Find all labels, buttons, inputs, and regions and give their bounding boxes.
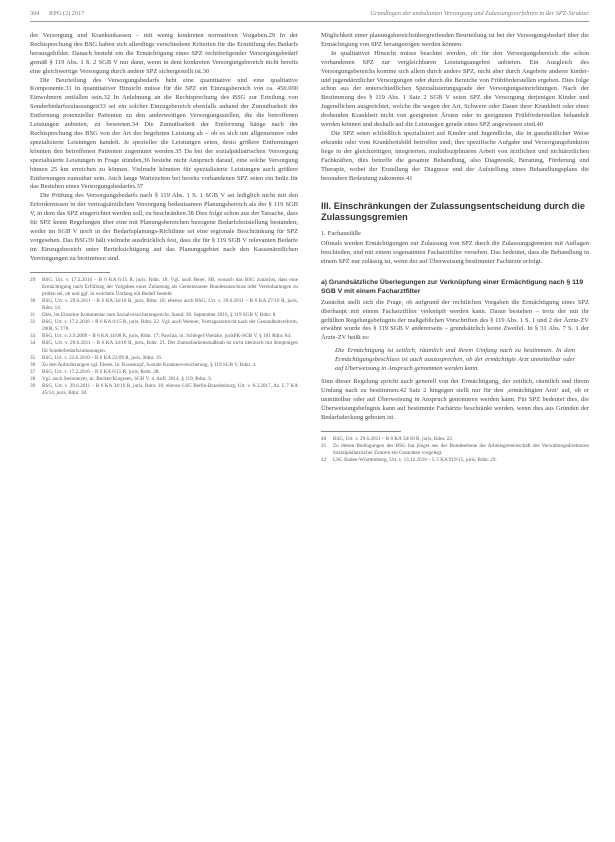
sub-heading: 1. Fachausfälle xyxy=(321,230,361,238)
footnote-text: BSG, Urt. v. 29.6.2011 – B 6 KA 34/10 R, juris, Rdnr. 22. xyxy=(333,435,454,442)
footnote xyxy=(321,457,589,464)
footnote xyxy=(30,298,298,312)
footnote xyxy=(30,340,298,354)
footnote-separator xyxy=(30,272,110,273)
footnote-text: Zu diesen Bedingungen des BSG hat jüngst aus der Bundesebene die Arbeitsgemeinschaft der Verwaltungsdirektoren Sozialpädiatrischer Zentren ein Gutachten vorgelegt. xyxy=(333,442,589,456)
footnote-number: 42 xyxy=(321,456,327,463)
footnote-text: BSG, Urt. v. 29.6.2011 – B 6 KA 34/10 R, juris, Rdnr. 18; ebenso auch BSG, Urt. v. 29.6.2011 – B 6 KA 27/10 R, juris, Rdnr. 14. xyxy=(42,297,298,311)
footnote xyxy=(30,319,298,333)
footnote-number: 31 xyxy=(30,312,36,319)
footnote-text: Dies, im Einzelne Kommentar zum Sozialversicherungsrecht, Stand: 30. September 2016, § 119 SGB V, Rdnr. 8. xyxy=(42,312,277,319)
subsection-heading: a) Grundsätzliche Überlegungen zur Verknüpfung einer Ermächtigung nach § 119 SGB V mit einem Facharztfilter xyxy=(321,279,584,295)
footnote-number: 30 xyxy=(30,297,36,304)
footnote-text: Zu den Anforderungen vgl. Ebsen, in: Krauskopf, Soziale Krankenversicherung, § 119 SGB V, Rdnr. 4. xyxy=(42,361,257,368)
header-left xyxy=(30,10,92,18)
footnote-text: BSG, Urt. v. 17.2.2016 – B 6 KA 6/15 R, juris, Rdnr. 28. xyxy=(42,368,160,375)
journal-issue: RPG (2) 2017 xyxy=(49,10,85,17)
running-title: Grundlagen der ambulanten Versorgung und Zulassungsverfahren in der SPZ-Struktur xyxy=(370,10,589,17)
footnote-list xyxy=(321,436,589,464)
footnote-text: BSG, Urt. v. 2.9.2009 – B 6 KA 34/08 R, juris, Rdnr. 17; Pawlita, in: Schlegel/Voelzke, jurisPK-SGB V, § 101 Rdnr. 84. xyxy=(42,333,292,340)
footnote-separator xyxy=(321,431,401,432)
block-quote: Die Ermächtigung ist zeitlich, räumlich und ihrem Umfang nach zu bestimmen. In dem Ermächtigungsbeschluss ist auch auszusprechen, ob der ermächtigte Arzt unmittelbar oder auf Überweisung in Anspruch genommen werden kann. xyxy=(335,347,575,373)
footnote xyxy=(30,277,298,298)
body-paragraph: Oftmals werden Ermächtigungen zur Zulassung von SPZ durch die Zulassungsgremien mit Auflagen beschieden, und mit einem sogenannten Facharztfilter versehen. Das bedeutet, dass die Behandlung in einem SPZ nur zulässig ist, wenn der auf Überweisung bestimmter Fachärzte erfolgt. xyxy=(321,240,589,266)
footnote-number: 38 xyxy=(30,375,36,382)
page-number: 304 xyxy=(30,10,40,17)
footnote-number: 39 xyxy=(30,382,36,389)
footnote xyxy=(30,355,298,362)
footnote-number: 29 xyxy=(30,276,36,283)
footnote-number: 32 xyxy=(30,319,36,326)
footnote-text: LSG Baden-Württemberg, Urt. v. 13.12.2016 – L 5 KA 919/15, juris, Rdnr. 29. xyxy=(333,456,497,463)
footnote xyxy=(30,376,298,383)
body-paragraph: Die SPZ seien schließlich spezialisiert auf Kinder und Jugendliche, die in ganzheitlicher Weise erkrankt oder vom Krankheitsbild betroffen sind; ihre spezifische Aufgabe und Versorgungsfunktion liege in der gleichzeitigen, integrierten, multidisziplinären Arbeit von ärztlichen und nichtärztlichen Fachkräften, dies betreffe die gesamte Behandlung, also Diagnostik, Beratung, Förderung und Therapie, wobei der Erstellung der Diagnose und der Aufstellung eines Behandlungsplans die besondere Bedeutung zukomme.41 xyxy=(321,129,589,182)
footnote-number: 41 xyxy=(321,442,327,449)
footnote-number: 34 xyxy=(30,340,36,347)
two-column-layout xyxy=(30,32,589,464)
footnote-text: BSG, Urt. v. 23.6.2010 – B 6 KA 22/09 R, juris, Rdnr. 16. xyxy=(42,354,163,361)
body-paragraph: Zunächst stellt sich die Frage, ob aufgrund der rechtlichen Vorgaben die Ermächtigung eines SPZ überhaupt mit einem Facharztfilter verknüpft werden kann. Daran bestehen – trotz der mit ihr gefüllten Regelungsbefugnis der maßgeblichen Vorschriften des § 119 Abs. 1 S. 1 und 2 der Ärzte-ZV erwähnt wurde des § 119 SGB V andererseits – grundsätzlich keine Zweifel. In § 31 Abs. 7 S. 1 der Ärzte-ZV heißt es: xyxy=(321,298,589,342)
footnote xyxy=(30,369,298,376)
footnote-text: BSG, Urt. v. 17.2.2016 – B 6 KA 6/15 R, juris, Rdnr. 22. Vgl. auch Wenner, Vertragsarztrecht nach der Gesundheitsreform, 2008, S. 178. xyxy=(42,319,298,333)
footnote-text: BSG, Urt. v. 29.6.2011 – B 6 KA 34/10 R, juris, Rdnr. 21. Der Zumutbarkeitsmaßstab ist nicht identisch mit demjenigen für Sonderbedarfszulassungen. xyxy=(42,340,298,354)
footnote-number: 40 xyxy=(321,435,327,442)
body-paragraph: Sinn dieser Regelung spricht auch generell von der Ermächtigung, der zeitlich, räumlich und ihrem Umfang nach zu bestimmen.42 Satz 2 hingegen stellt nur für den ‚ermächtigten Arzt‘ auf, ob er unmittelbar oder auf Überweisung in Anspruch genommen werden kann. Für SPZ bedeutet dies, die Überweisungsbefugnis kann auf bestimmte Fachärzte beschränkt werden, wenn dies aus Gründen der Bedarfsdeckung geboten ist. xyxy=(321,377,589,421)
section-heading: III. Einschränkungen der Zulassungsentscheidung durch die Zulassungsgremien xyxy=(321,201,585,223)
footnote xyxy=(30,362,298,369)
page-header xyxy=(30,10,589,22)
footnote-number: 33 xyxy=(30,333,36,340)
footnote xyxy=(321,443,589,457)
footnote xyxy=(30,383,298,397)
footnote xyxy=(321,436,589,443)
left-column xyxy=(30,32,298,464)
body-paragraph: Möglichkeit einer planungsbereichsübergreifenden Beurteilung ist bei der Versorgungsbedarf über die Ermächtigung von SPZ herangezogen werden können. xyxy=(321,32,589,48)
body-paragraph: der Versorgung und Krankenkassen – mit wenig konkreten normativen Vorgaben.29 In der Rechtsprechung des BSG haben sich allerdings verschiedene Kriterien für die Ermittlung des Bedarfs herausgebildet. Danach besteht ein die Ermächtigung eines SPZ rechtfertigender Versorgungsbedarf gemäß § 119 Abs. 1 S. 2 SGB V nur dann, wenn in dem konkreten Versorgungsbereich nicht bereits eine gleichwertige Versorgung durch andere SPZ sichergestellt ist.30 xyxy=(30,32,298,75)
body-paragraph: In qualitativer Hinsicht müsse beachtet werden, ob für den Versorgungsbereich die schon vorhandenen SPZ zur vergleichbaren Leistungsangebot anbieten. Ein Ausgleich des Versorgungsbereichs komme sich allein durch andere SPZ, nicht aber durch Angebote anderer kinder- und jugendärztlicher Versorgungen oder durch die Bereiche von Frühförderstellen ergeben. Dies folge schon aus der unterschiedlichen Spezialisierungsgrade der Versorgungseinrichtungen. Nach der Bestimmung des § 119 Abs. 1 Satz 2 SGB V seien SPZ die Versorgung derjenigen Kinder und Jugendlichen ausgerichtet, welche die wegen der Art, Schwere oder Dauer ihrer Krankheit oder einer drohenden Krankheit nicht von geeigneten Ärzten oder in geeigneten Frühförderstellen behandelt werden können und deshalb auf die Leistungen gerade eines SPZ angewiesen sind.40 xyxy=(321,49,589,129)
footnote-list xyxy=(30,277,298,398)
footnote-text: BSG, Urt. v. 29.6.2011 – B 6 KA 34/10 R, juris, Rdnr. 16; ebenso LSG Berlin-Brandenburg, Urt. v. 8.3.2017, Az. L 7 KA 45/14, juris, Rdnr. 30. xyxy=(42,382,298,397)
footnote-text: BSG, Urt. v. 17.2.2016 – B 6 KA 6/15 R, juris, Rdnr. 18. Vgl. auch Beier, SB, wonach das BSG zunächst, dass eine Ermächtigung nach Erfüllung der Vorgaben einer Zulassung als Gemeinsamer Bundesausschuss oder Vereinbarungen zu prüfen sei, ob und ggf. in welchem Umfang ein Bedarf besteht. xyxy=(42,276,298,297)
body-paragraph: Die Prüfung des Versorgungsbedarfs nach § 119 Abs. 1 S. 1 SGB V sei lediglich nicht mit den Erfordernissen in der vertragsärztlichen Versorgung bedeutsamen Planungsbereich als der § 119 SGB V, in dem das SPZ eingerichtet werden soll, zu beschränken.38 Dies folge schon aus der Tatsache, dass für SPZ keine Regelungen über eine mit Planungsbereichen bezogene Bedarfsfeststellung bestanden; weder im SGB V noch in der Bedarfsplanungs-Richtlinie sei eine regionale Beschränkung für SPZ vorgesehen. Das BSG39 hält vielmehr ausdrücklich fest, dass die für § 119 SGB V relevanten Bedarfe im Einzugsbereich unter Berücksichtigung auf das Planungsgebiet nach den Kassenärztlichen Vereinigungen zu bestimmen sind. xyxy=(30,192,298,262)
footnote-number: 35 xyxy=(30,354,36,361)
right-column xyxy=(321,32,589,464)
body-paragraph: Die Beurteilung des Versorgungsbedarfs hebt eine quantitative und eine qualitative Komponente.31 In quantitativer Hinsicht müsse für die SPZ ein Einzugsbereich von ca. 450.000 Einwohnern entfallen sein.32 In Anlehnung an die Rechtsprechung des BSG zur Erteilung von Sonderbedarfszulassungen33 sei ein solcher Einzugsbereich ebenfalls anhand der Zumutbarkeit der Entfernung potenzieller Patienten zu den anderweitigen Versorgungsstellen, die die betroffenen Leistungen anbieten, zu bewerten.34 Die Zumutbarkeit der Entfernung hänge nach der Rechtsprechung des BSG von der Art der begehrten Leistung ab – ob es sich um allgemeinere oder spezialisierte Leistungen handelt. Je spezieller die Leistungen seien, desto größere Entfernungen könnten den betroffenen Patienten zugemutet werden.35 Da bei der sozialpädiatrischen Versorgung spezialisierte Leistungen in Frage stünden,36 bestehe nicht Anspruch darauf, eine solche Versorgung binnen 25 km erreichen zu können. Vielmehr könnten für spezialisierte Leistungen auch größere Entfernungen zumutbar sein. Auch lange Wartezeiten bei bereits vorhandenen SPZ seien ein Indiz für das Bestehen eines Versorgungsbedarfes.37 xyxy=(30,76,298,191)
footnote-number: 37 xyxy=(30,368,36,375)
footnote-text: Vgl. auch Steinmeyer, in: Becker/Kingreen, SGB V, 4. Aufl. 2014, § 119, Rdnr. 3. xyxy=(42,375,212,382)
footnote-number: 36 xyxy=(30,361,36,368)
